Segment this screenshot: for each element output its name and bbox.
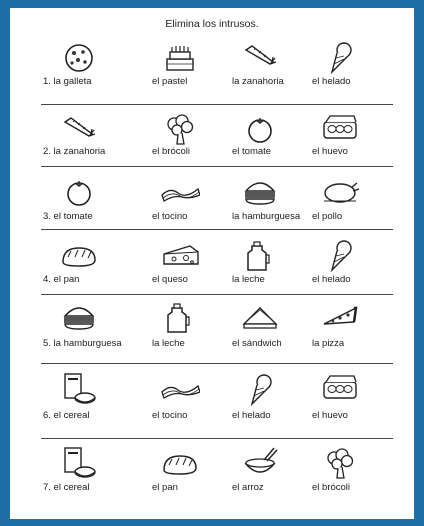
food-label: el tocino <box>152 211 188 222</box>
food-label: la zanahoria <box>232 76 284 87</box>
food-item[interactable] <box>220 298 310 350</box>
food-label: 1. la galleta <box>43 76 92 87</box>
row-divider <box>41 229 393 230</box>
carrot-icon <box>59 110 99 146</box>
food-item[interactable] <box>300 173 390 225</box>
cheese-icon <box>160 236 200 272</box>
bread-icon <box>160 444 200 480</box>
exercise-row <box>10 236 414 286</box>
food-item[interactable] <box>45 38 135 90</box>
food-label: el helado <box>312 76 351 87</box>
hamburger-icon <box>240 173 280 209</box>
food-label: el brócoli <box>312 482 351 493</box>
milk-jug-icon <box>240 236 280 272</box>
food-label: la hamburguesa <box>232 211 301 222</box>
food-label: 5. la hamburguesa <box>43 338 122 349</box>
food-item[interactable] <box>300 110 390 162</box>
food-label: el helado <box>232 410 271 421</box>
cookie-icon <box>59 38 99 74</box>
food-label: 2. la zanahoria <box>43 146 106 157</box>
roast-chicken-icon <box>320 173 360 209</box>
food-label: el tocino <box>152 410 188 421</box>
food-item[interactable] <box>140 38 230 90</box>
bacon-icon <box>160 173 200 209</box>
food-item[interactable] <box>45 298 135 350</box>
food-item[interactable] <box>45 236 135 288</box>
bread-icon <box>59 236 99 272</box>
food-item[interactable] <box>300 236 390 288</box>
food-item[interactable] <box>300 298 390 350</box>
ice-cream-icon <box>320 236 360 272</box>
row-divider <box>41 104 393 105</box>
exercise-row <box>10 110 414 160</box>
carrot-icon <box>240 38 280 74</box>
food-item[interactable] <box>140 173 230 225</box>
worksheet <box>10 8 414 519</box>
food-item[interactable] <box>140 236 230 288</box>
pizza-icon <box>320 298 360 334</box>
exercise-row <box>10 173 414 223</box>
food-item[interactable] <box>45 444 135 496</box>
ice-cream-icon <box>320 38 360 74</box>
food-label: el tomate <box>232 146 272 157</box>
food-label: el pan <box>152 482 178 493</box>
cake-icon <box>160 38 200 74</box>
food-label: la pizza <box>312 338 345 349</box>
exercise-row <box>10 38 414 88</box>
food-label: el queso <box>152 274 188 285</box>
food-item[interactable] <box>140 110 230 162</box>
row-divider <box>41 363 393 364</box>
food-label: 3. el tomate <box>43 211 93 222</box>
food-item[interactable] <box>220 38 310 90</box>
broccoli-icon <box>320 444 360 480</box>
exercise-row <box>10 444 414 494</box>
food-item[interactable] <box>45 110 135 162</box>
egg-carton-icon <box>320 370 360 406</box>
cereal-icon <box>59 444 99 480</box>
food-label: la leche <box>152 338 185 349</box>
food-item[interactable] <box>45 370 135 422</box>
food-item[interactable] <box>220 173 310 225</box>
rice-bowl-icon <box>240 444 280 480</box>
food-item[interactable] <box>300 444 390 496</box>
food-item[interactable] <box>300 370 390 422</box>
food-label: el sándwich <box>232 338 282 349</box>
food-label: 7. el cereal <box>43 482 90 493</box>
food-label: 4. el pan <box>43 274 80 285</box>
food-item[interactable] <box>220 236 310 288</box>
food-label: el brócoli <box>152 146 191 157</box>
bacon-icon <box>160 370 200 406</box>
food-label: el pastel <box>152 76 188 87</box>
food-item[interactable] <box>140 370 230 422</box>
food-item[interactable] <box>45 173 135 225</box>
food-label: el huevo <box>312 410 348 421</box>
row-divider <box>41 438 393 439</box>
row-divider <box>41 294 393 295</box>
food-item[interactable] <box>140 298 230 350</box>
food-label: el pollo <box>312 211 343 222</box>
exercise-row <box>10 298 414 348</box>
exercise-row <box>10 370 414 420</box>
food-label: 6. el cereal <box>43 410 90 421</box>
food-item[interactable] <box>140 444 230 496</box>
food-label: el arroz <box>232 482 264 493</box>
hamburger-icon <box>59 298 99 334</box>
food-label: el huevo <box>312 146 348 157</box>
broccoli-icon <box>160 110 200 146</box>
row-divider <box>41 166 393 167</box>
tomato-icon <box>59 173 99 209</box>
tomato-icon <box>240 110 280 146</box>
sandwich-icon <box>240 298 280 334</box>
egg-carton-icon <box>320 110 360 146</box>
food-item[interactable] <box>220 370 310 422</box>
food-label: el helado <box>312 274 351 285</box>
milk-jug-icon <box>160 298 200 334</box>
worksheet-title: Elimina los intrusos. <box>165 18 259 30</box>
ice-cream-icon <box>240 370 280 406</box>
food-item[interactable] <box>220 444 310 496</box>
food-item[interactable] <box>220 110 310 162</box>
food-item[interactable] <box>300 38 390 90</box>
cereal-icon <box>59 370 99 406</box>
food-label: la leche <box>232 274 265 285</box>
